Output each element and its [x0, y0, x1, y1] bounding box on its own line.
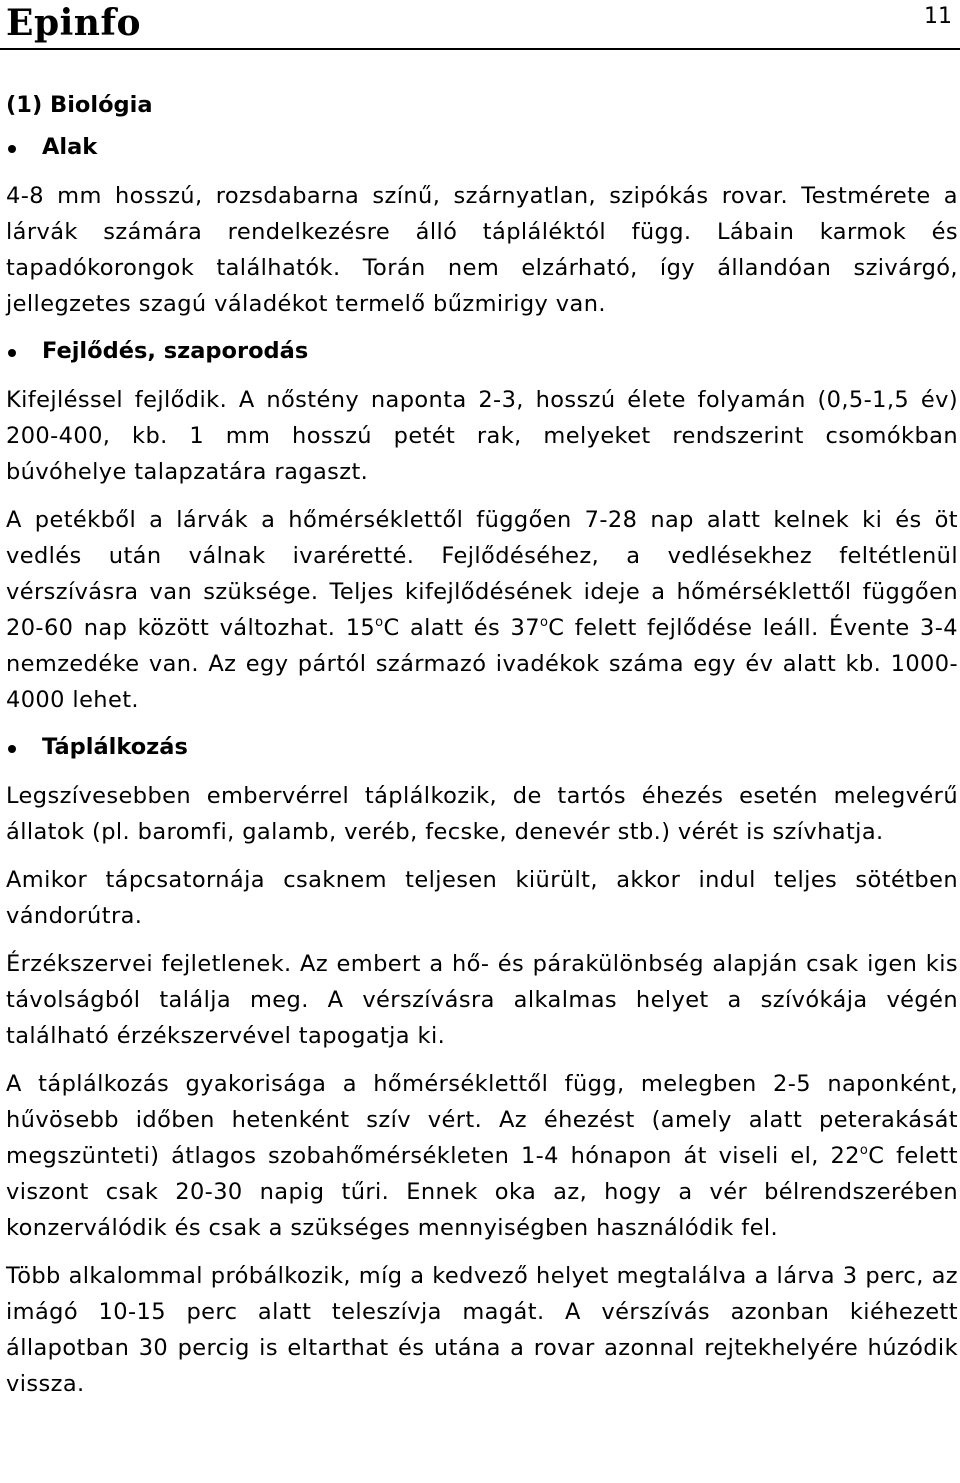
text-segment: C alatt és 37: [383, 615, 540, 641]
logo-text: Epinfo: [6, 2, 141, 44]
degree-mark: o: [375, 615, 384, 630]
degree-mark: o: [859, 1143, 869, 1158]
bullet-label: Alak: [42, 134, 98, 160]
text-segment: A táplálkozás gyakorisága a hőmérséklettől függ, melegben 2-5 naponként, hűvösebb időben hetenként szív vért. Az éhezést (amely alatt peterakását megszünteti) átlagos szobahőmérsékleten 1-4 hónapon át viseli el, 22: [6, 1071, 958, 1169]
section-title: (1) Biológia: [6, 92, 153, 118]
text-segment: C felett fejlődése leáll. Évente 3-4 nemzedéke van. Az egy pártól származó ivadékok száma egy év alatt kb. 1000-4000 lehet.: [6, 615, 958, 713]
paragraph-taplalkozas-2: Amikor tápcsatornája csaknem teljesen kiürült, akkor indul teljes sötétben vándorútra.: [6, 867, 958, 929]
bullet-label: Táplálkozás: [42, 734, 188, 760]
text-segment: A petékből a lárvák a hőmérséklettől függően 7-28 nap alatt kelnek ki és öt vedlés után válnak ivaréretté. Fejlődéséhez, a vedlésekhez feltétlenül vérszívásra van szüksége. Teljes kifejlődésének ideje a hőmérséklettől függően 20-60 nap között változhat. 15: [6, 507, 958, 641]
paragraph-taplalkozas-5: Több alkalommal próbálkozik, míg a kedvező helyet megtalálva a lárva 3 perc, az imágó 10-15 perc alatt teleszívja magát. A vérszívás azonban kiéhezett állapotban 30 percig is eltarthat és utána a rovar azonnal rejtekhelyére húzódik vissza.: [6, 1263, 958, 1397]
paragraph-fejlodes-1: Kifejléssel fejlődik. A nőstény naponta 2-3, hosszú élete folyamán (0,5-1,5 év) 200-400, kb. 1 mm hosszú petét rak, melyeket rendszerint csomókban búvóhelye talapzatára ragaszt.: [6, 387, 958, 485]
bullet-taplalkozas: [6, 730, 958, 764]
paragraph-alak: 4-8 mm hosszú, rozsdabarna színű, szárnyatlan, szipókás rovar. Testmérete a lárvák számára rendelkezésre álló tápláléktól függ. Lábain karmok és tapadókorongok találhatók. Torán nem elzárható, így állandóan szivárgó, jellegzetes szagú váladékot termelő bűzmirigy van.: [6, 183, 958, 317]
header-divider: [0, 48, 960, 50]
text-segment: C felett viszont csak 20-30 napig tűri. Ennek oka az, hogy a vér bélrendszerében konzerválódik és csak a szükséges mennyiségben használódik fel.: [6, 1143, 958, 1241]
bullet-alak: [6, 130, 958, 164]
degree-mark: o: [539, 615, 549, 630]
paragraph-taplalkozas-4: [6, 1066, 958, 1246]
bullet-label: Fejlődés, szaporodás: [42, 338, 309, 364]
paragraph-taplalkozas-3: Érzékszervei fejletlenek. Az embert a hő- és párakülönbség alapján csak igen kis távolságból találja meg. A vérszívásra alkalmas helyet a szívókája végén található érzékszervével tapogatja ki.: [6, 951, 958, 1049]
bullet-dot-icon: [8, 145, 16, 153]
page-header: [0, 0, 960, 50]
bullet-dot-icon: [8, 745, 16, 753]
paragraph-fejlodes-2: [6, 502, 958, 718]
bullet-fejlodes: [6, 334, 958, 368]
bullet-dot-icon: [8, 349, 16, 357]
document-body: [6, 88, 958, 1414]
paragraph-taplalkozas-1: Legszívesebben embervérrel táplálkozik, de tartós éhezés esetén melegvérű állatok (pl. baromfi, galamb, veréb, fecske, denevér stb.) vérét is szívhatja.: [6, 783, 958, 845]
page-number: 11: [924, 4, 952, 29]
